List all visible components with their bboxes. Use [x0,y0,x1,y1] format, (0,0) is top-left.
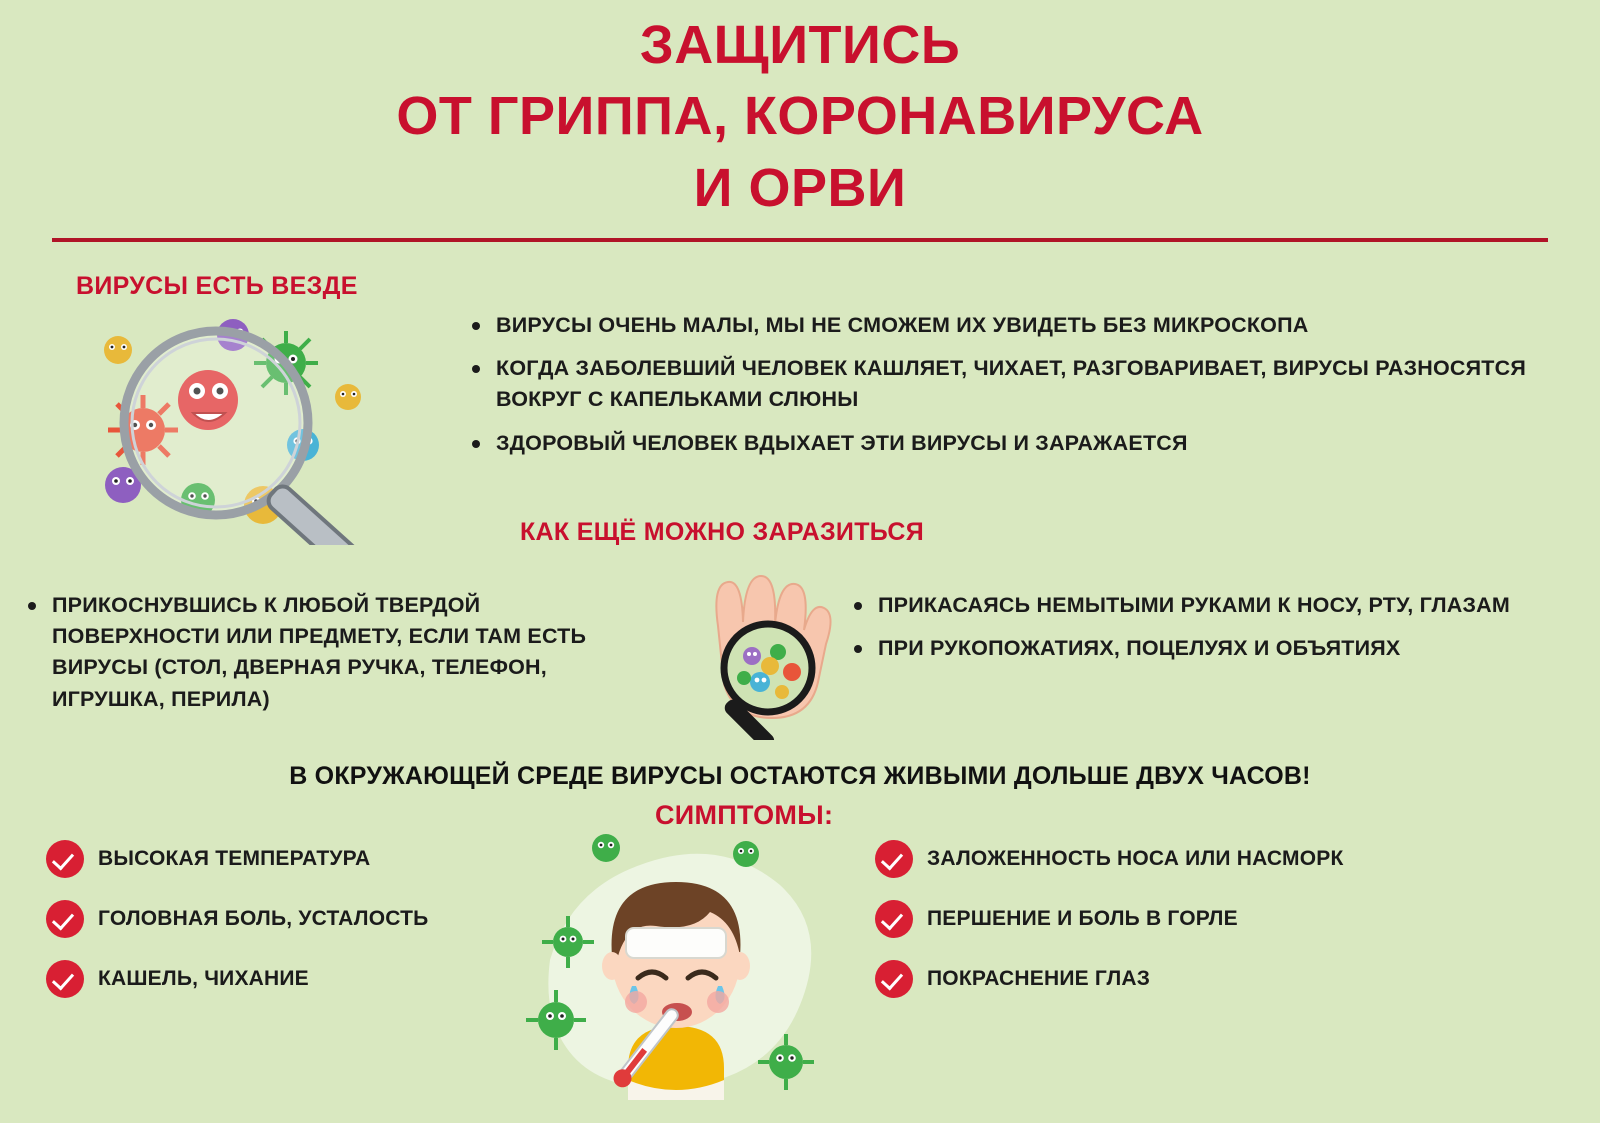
how-else-left-bullet-list [24,590,644,727]
title-line-2: ОТ ГРИППА, КОРОНАВИРУСА [396,86,1204,147]
list-item: ЗДОРОВЫЙ ЧЕЛОВЕК ВДЫХАЕТ ЭТИ ВИРУСЫ И ЗАРАЖАЕТСЯ [468,428,1548,459]
symptom-label: ЗАЛОЖЕННОСТЬ НОСА ИЛИ НАСМОРК [927,847,1344,870]
check-icon [46,900,84,938]
list-item [875,900,1515,938]
check-icon [875,960,913,998]
survival-statement: В ОКРУЖАЮЩЕЙ СРЕДЕ ВИРУСЫ ОСТАЮТСЯ ЖИВЫМИ ДОЛЬШЕ ДВУХ ЧАСОВ! [289,762,1311,790]
title-divider [52,238,1548,242]
symptom-label: ВЫСОКАЯ ТЕМПЕРАТУРА [98,847,371,870]
section-heading-symptoms: СИМПТОМЫ: [655,800,834,830]
list-item: ВИРУСЫ ОЧЕНЬ МАЛЫ, МЫ НЕ СМОЖЕМ ИХ УВИДЕТЬ БЕЗ МИКРОСКОПА [468,310,1548,341]
symptom-label: ПОКРАСНЕНИЕ ГЛАЗ [927,967,1151,990]
symptom-label: ГОЛОВНАЯ БОЛЬ, УСТАЛОСТЬ [98,907,429,930]
symptom-label: ПЕРШЕНИЕ И БОЛЬ В ГОРЛЕ [927,907,1238,930]
check-icon [875,840,913,878]
list-item [46,840,566,878]
how-else-right-bullet-list [850,590,1550,676]
list-item: КОГДА ЗАБОЛЕВШИЙ ЧЕЛОВЕК КАШЛЯЕТ, ЧИХАЕТ, РАЗГОВАРИВАЕТ, ВИРУСЫ РАЗНОСЯТСЯ ВОКРУГ С КАПЕЛЬКАМИ СЛЮНЫ [468,353,1548,415]
check-icon [875,900,913,938]
viruses-everywhere-bullet-list [468,310,1548,471]
list-item [875,960,1515,998]
list-item [875,840,1515,878]
list-item [46,900,566,938]
page-title [0,0,1600,224]
title-line-3: И ОРВИ [693,157,907,218]
symptoms-right-list [875,840,1515,1020]
section-heading-how-else: КАК ЕЩЁ МОЖНО ЗАРАЗИТЬСЯ [520,518,925,546]
title-line-1: ЗАЩИТИСЬ [639,15,961,75]
symptom-label: КАШЕЛЬ, ЧИХАНИЕ [98,967,309,990]
section-heading-viruses-everywhere: ВИРУСЫ ЕСТЬ ВЕЗДЕ [76,272,358,300]
list-item: ПРИ РУКОПОЖАТИЯХ, ПОЦЕЛУЯХ И ОБЪЯТИЯХ [850,633,1550,664]
symptoms-left-list [46,840,566,1020]
check-icon [46,840,84,878]
check-icon [46,960,84,998]
magnifier-viruses-icon [48,305,428,545]
list-item: ПРИКОСНУВШИСЬ К ЛЮБОЙ ТВЕРДОЙ ПОВЕРХНОСТИ ИЛИ ПРЕДМЕТУ, ЕСЛИ ТАМ ЕСТЬ ВИРУСЫ (СТОЛ, ДВЕРНАЯ РУЧКА, ТЕЛЕФОН, ИГРУШКА, ПЕРИЛА) [24,590,644,715]
hand-magnifier-icon [660,560,880,740]
list-item: ПРИКАСАЯСЬ НЕМЫТЫМИ РУКАМИ К НОСУ, РТУ, ГЛАЗАМ [850,590,1550,621]
list-item [46,960,566,998]
